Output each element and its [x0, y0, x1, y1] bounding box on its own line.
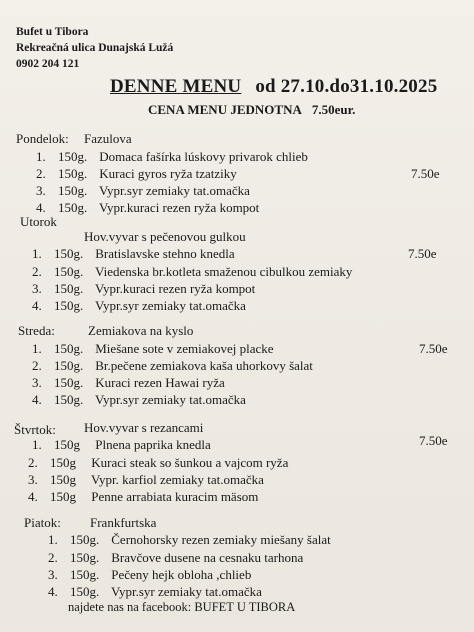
restaurant-name: Bufet u Tibora	[16, 26, 89, 38]
soup-thursday: Hov.vyvar s rezancami	[84, 420, 204, 435]
day-label-tuesday: Utorok	[20, 214, 57, 229]
soup-monday: Fazulova	[84, 131, 132, 146]
menu-item: 4. 150g. Vypr.syr zemiaky tat.omačka	[32, 298, 246, 313]
menu-item: 1. 150g. Domaca fašírka lúskovy privarok chlieb	[36, 149, 308, 164]
menu-item: 3. 150g. Pečeny hejk obloha ,chlieb	[48, 567, 252, 582]
restaurant-header	[16, 24, 173, 72]
menu-item: 2. 150g Kuraci steak so šunkou a vajcom ryža	[28, 455, 289, 470]
menu-title	[110, 76, 437, 98]
day-label-wednesday: Streda:	[18, 323, 55, 338]
menu-item: 3. 150g. Vypr.kuraci rezen ryža kompot	[32, 281, 256, 296]
menu-item: 3. 150g. Kuraci rezen Hawai ryža	[32, 375, 225, 390]
restaurant-phone: 0902 204 121	[16, 58, 80, 70]
menu-item: 2. 150g. Bravčove dusene na cesnaku tarhona	[48, 550, 304, 565]
menu-item: 4. 150g. Vypr.syr zemiaky tat.omačka	[32, 392, 246, 407]
day-label-friday: Piatok:	[24, 515, 61, 530]
price-wednesday: 7.50e	[419, 341, 448, 356]
menu-item: 1. 150g. Černohorsky rezen zemiaky miešany šalat	[48, 532, 331, 547]
menu-item: 1. 150g Plnena paprika knedla	[32, 437, 211, 452]
day-label-thursday: Štvrtok:	[14, 422, 56, 437]
menu-item: 1. 150g. Miešane sote v zemiakovej placke	[32, 341, 274, 356]
price-monday: 7.50e	[411, 166, 440, 181]
menu-item: 3. 150g. Vypr.syr zemiaky tat.omačka	[36, 183, 250, 198]
menu-date-range: od 27.10.do31.10.2025	[255, 76, 438, 97]
menu-item: 2. 150g. Kuraci gyros ryža tzatziky	[36, 166, 237, 181]
menu-item: 2. 150g. Br.pečene zemiakova kaša uhorkovy šalat	[32, 358, 313, 373]
menu-price-value: 7.50eur.	[311, 102, 356, 117]
menu-item: 4. 150g Penne arrabiata kuracim mäsom	[28, 489, 259, 504]
day-label-monday: Pondelok:	[16, 131, 69, 146]
restaurant-address: Rekreačná ulica Dunajská Lužá	[16, 42, 174, 54]
price-tuesday: 7.50e	[408, 246, 437, 261]
soup-friday: Frankfurtska	[90, 515, 157, 530]
menu-item: 4. 150g. Vypr.syr zemiaky tat.omačka	[48, 584, 262, 599]
menu-item: 4. 150g. Vypr.kuraci rezen ryža kompot	[36, 200, 260, 215]
menu-item: 3. 150g Vypr. karfiol zemiaky tat.omačka	[28, 472, 264, 487]
menu-price-line	[148, 102, 355, 118]
soup-wednesday: Zemiakova na kyslo	[88, 323, 194, 338]
menu-title-main: DENNE MENU	[110, 76, 242, 97]
menu-price-label: CENA MENU JEDNOTNA	[148, 102, 302, 117]
menu-item: 2. 150g. Viedenska br.kotleta smaženou cibulkou zemiaky	[32, 264, 353, 279]
price-thursday: 7.50e	[419, 433, 448, 448]
soup-tuesday: Hov.vyvar s pečenovou gulkou	[84, 229, 246, 244]
menu-item: 1. 150g. Bratislavske stehno knedla	[32, 246, 235, 261]
facebook-footer: najdete nas na facebook: BUFET U TIBORA	[68, 600, 296, 614]
